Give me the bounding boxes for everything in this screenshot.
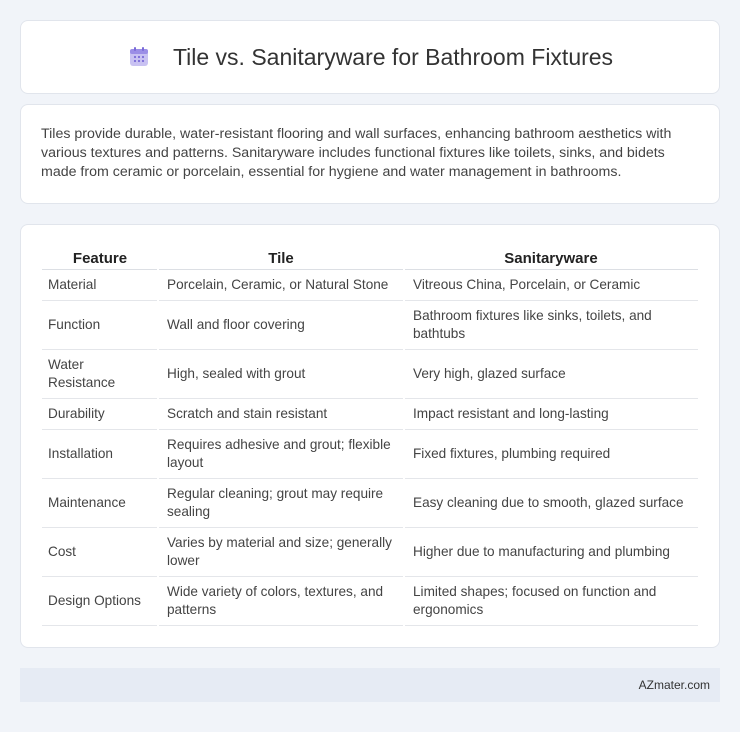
- column-header-sanitaryware: Sanitaryware: [404, 245, 698, 269]
- row-feature: Function: [42, 300, 158, 349]
- page-title: Tile vs. Sanitaryware for Bathroom Fixtures: [172, 43, 614, 70]
- row-feature: Durability: [42, 398, 158, 429]
- column-header-feature: Feature: [42, 245, 158, 269]
- row-sanitaryware-value: Higher due to manufacturing and plumbing: [404, 527, 698, 576]
- row-sanitaryware-value: Limited shapes; focused on function and ergonomics: [404, 576, 698, 625]
- comparison-table-card: [20, 224, 720, 648]
- table-row: [42, 269, 698, 300]
- row-tile-value: Requires adhesive and grout; flexible layout: [158, 429, 404, 478]
- row-feature: Installation: [42, 429, 158, 478]
- row-sanitaryware-value: Very high, glazed surface: [404, 349, 698, 398]
- description-card: [20, 104, 720, 204]
- description-text: Tiles provide durable, water-resistant flooring and wall surfaces, enhancing bathroom aesthetics with various textures and patterns. Sanitaryware includes functional fixtures like toilets, sinks, and bidets made from ceramic or porcelain, essential for hygiene and water management in bathrooms.: [41, 126, 672, 180]
- footer-credit: AZmater.com: [638, 678, 710, 692]
- row-feature: Maintenance: [42, 478, 158, 527]
- title-card: [20, 20, 720, 94]
- table-row: [42, 349, 698, 398]
- row-tile-value: Wall and floor covering: [158, 300, 404, 349]
- row-tile-value: Wide variety of colors, textures, and patterns: [158, 576, 404, 625]
- row-feature: Cost: [42, 527, 158, 576]
- table-row: [42, 300, 698, 349]
- row-tile-value: Regular cleaning; grout may require sealing: [158, 478, 404, 527]
- table-row: [42, 398, 698, 429]
- calendar-icon: [127, 45, 151, 69]
- row-sanitaryware-value: Easy cleaning due to smooth, glazed surface: [404, 478, 698, 527]
- row-feature: Design Options: [42, 576, 158, 625]
- row-tile-value: High, sealed with grout: [158, 349, 404, 398]
- row-tile-value: Varies by material and size; generally lower: [158, 527, 404, 576]
- row-feature: Water Resistance: [42, 349, 158, 398]
- row-sanitaryware-value: Fixed fixtures, plumbing required: [404, 429, 698, 478]
- table-row: [42, 478, 698, 527]
- table-row: [42, 576, 698, 625]
- row-sanitaryware-value: Bathroom fixtures like sinks, toilets, and bathtubs: [404, 300, 698, 349]
- footer: [20, 668, 720, 702]
- row-tile-value: Porcelain, Ceramic, or Natural Stone: [158, 269, 404, 300]
- comparison-table: [42, 245, 698, 626]
- row-sanitaryware-value: Vitreous China, Porcelain, or Ceramic: [404, 269, 698, 300]
- column-header-tile: Tile: [158, 245, 404, 269]
- row-sanitaryware-value: Impact resistant and long-lasting: [404, 398, 698, 429]
- table-row: [42, 527, 698, 576]
- row-feature: Material: [42, 269, 158, 300]
- row-tile-value: Scratch and stain resistant: [158, 398, 404, 429]
- table-row: [42, 429, 698, 478]
- table-header-row: [42, 245, 698, 269]
